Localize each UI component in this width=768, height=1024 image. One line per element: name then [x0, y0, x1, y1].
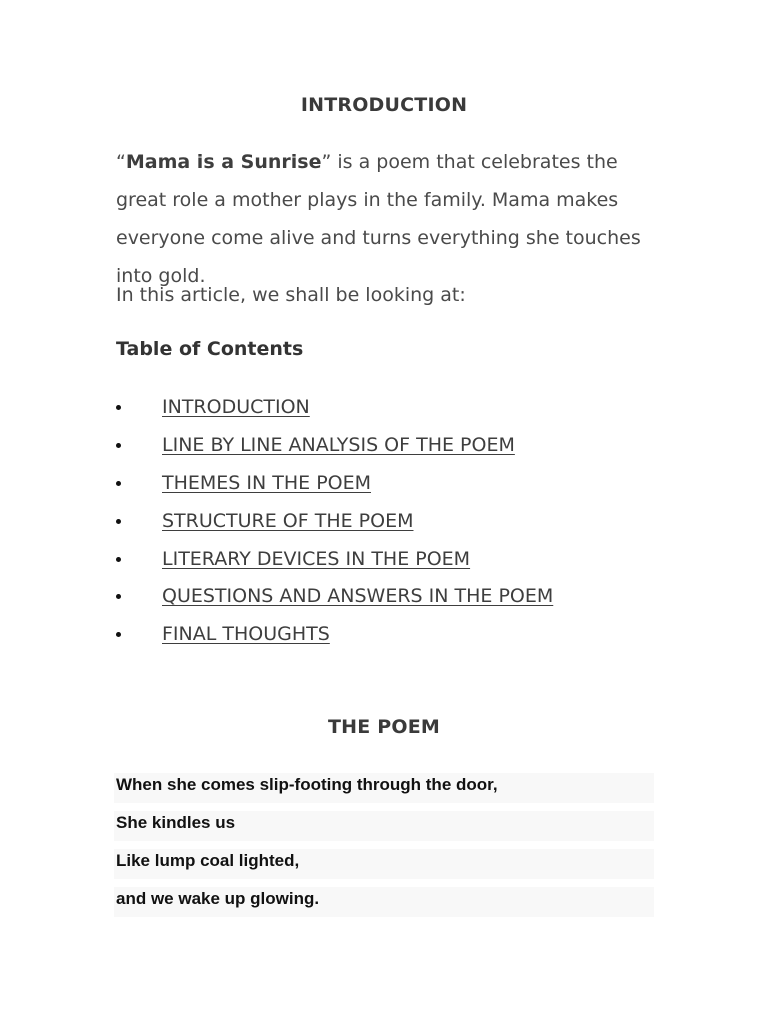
- toc-link-literary-devices[interactable]: LITERARY DEVICES IN THE POEM: [162, 547, 471, 570]
- poem-heading: THE POEM: [327, 716, 441, 738]
- toc-link-structure[interactable]: STRUCTURE OF THE POEM: [162, 509, 414, 532]
- open-quote: “: [116, 151, 126, 173]
- bullet-icon: [116, 405, 121, 410]
- toc-item: [116, 540, 656, 578]
- toc-item: [116, 426, 656, 464]
- toc-list: [116, 388, 656, 653]
- poem-line: and we wake up glowing.: [114, 887, 654, 917]
- bullet-icon: [116, 519, 121, 524]
- bullet-icon: [116, 632, 121, 637]
- toc-item: [116, 464, 656, 502]
- poem-block: [114, 773, 654, 925]
- toc-link-questions-answers[interactable]: QUESTIONS AND ANSWERS IN THE POEM: [162, 585, 554, 608]
- toc-link-line-by-line-analysis[interactable]: LINE BY LINE ANALYSIS OF THE POEM: [162, 433, 515, 456]
- poem-line: She kindles us: [114, 811, 654, 841]
- poem-line: Like lump coal lighted,: [114, 849, 654, 879]
- intro-body-text: ” is a poem that celebrates the great role a mother plays in the family. Mama makes everyone come alive and turns everything she touches into gold.: [116, 151, 641, 287]
- bullet-icon: [116, 443, 121, 448]
- poem-line: When she comes slip-footing through the door,: [114, 773, 654, 803]
- toc-item: [116, 388, 656, 426]
- toc-link-introduction[interactable]: INTRODUCTION: [162, 396, 310, 418]
- toc-link-themes[interactable]: THEMES IN THE POEM: [162, 471, 371, 494]
- introduction-heading: INTRODUCTION: [300, 94, 468, 116]
- bullet-icon: [116, 594, 121, 599]
- toc-link-final-thoughts[interactable]: FINAL THOUGHTS: [162, 623, 330, 646]
- bullet-icon: [116, 557, 121, 562]
- article-preview-text: In this article, we shall be looking at:: [116, 284, 466, 306]
- poem-title-bold: Mama is a Sunrise: [125, 151, 322, 173]
- toc-item: [116, 615, 656, 653]
- toc-title: Table of Contents: [116, 338, 304, 360]
- intro-paragraph: [116, 143, 656, 295]
- bullet-icon: [116, 481, 121, 486]
- toc-item: [116, 577, 656, 615]
- toc-item: [116, 502, 656, 540]
